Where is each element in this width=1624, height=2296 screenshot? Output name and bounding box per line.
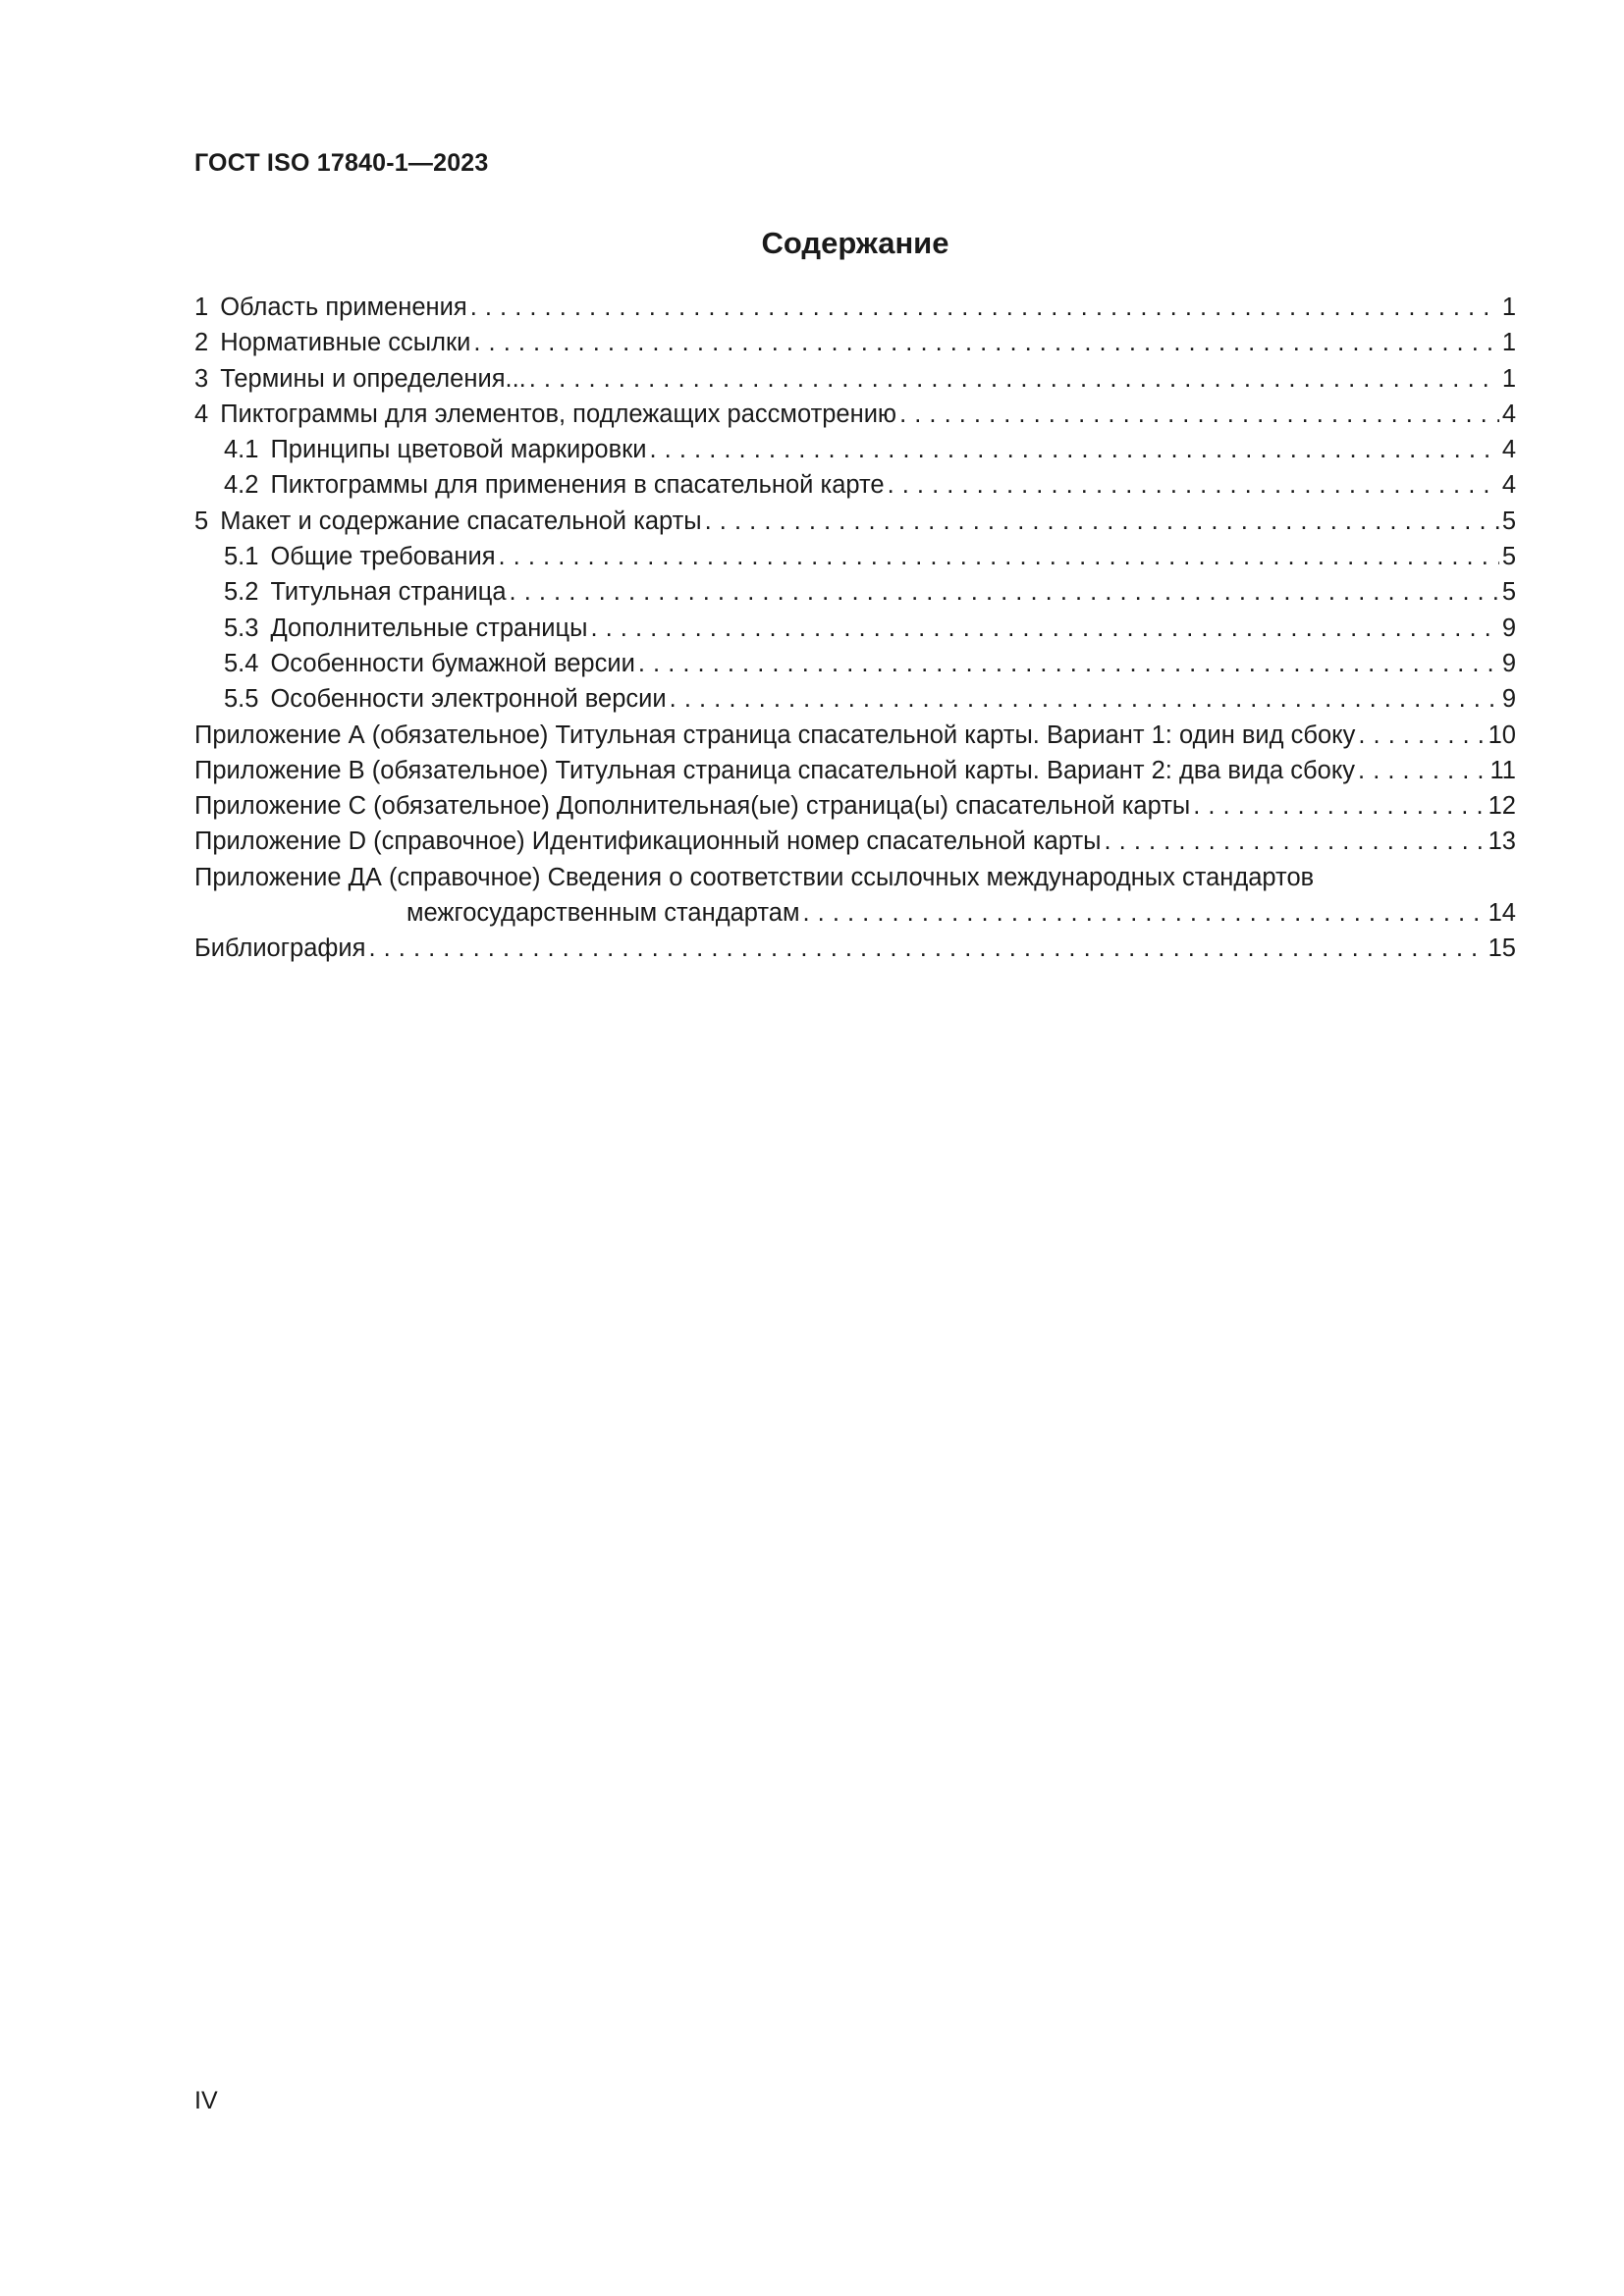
dot-leader — [638, 646, 1499, 681]
dot-leader — [499, 539, 1499, 574]
toc-entry-title: Приложение D (справочное) Идентификационный номер спасательной карты — [194, 828, 1102, 856]
toc-entry-3[interactable] — [194, 361, 1516, 397]
dot-leader — [1193, 788, 1485, 824]
toc-entry-title: Приложение А (обязательное) Титульная страница спасательной карты. Вариант 1: один вид сбоку — [194, 721, 1356, 749]
toc-entry-page: 9 — [1501, 614, 1516, 642]
dot-leader — [888, 467, 1499, 503]
toc-entry-title: Библиография — [194, 934, 366, 963]
toc-entry-appendix-d[interactable] — [194, 824, 1516, 859]
toc-entry-title: Макет и содержание спасательной карты — [220, 507, 702, 535]
toc-entry-number: 5.3 — [224, 614, 259, 642]
toc-entry-page: 9 — [1501, 649, 1516, 677]
table-of-contents — [194, 290, 1516, 967]
dot-leader — [529, 361, 1499, 397]
toc-entry-number: 1 — [194, 294, 209, 321]
toc-entry-title: Приложение В (обязательное) Титульная страница спасательной карты. Вариант 2: два вида сбоку — [194, 756, 1356, 784]
toc-entry-page: 11 — [1489, 756, 1516, 784]
toc-title: Содержание — [761, 226, 949, 260]
toc-entry-number: 4.2 — [224, 471, 259, 500]
toc-entry-page: 14 — [1488, 899, 1516, 928]
toc-entry-number: 4.1 — [224, 436, 259, 464]
toc-entry-appendix-c[interactable] — [194, 788, 1516, 824]
toc-entry-number: 5.5 — [224, 685, 259, 714]
toc-entry-title: Дополнительные страницы — [270, 614, 588, 642]
toc-entry-5-1[interactable] — [194, 539, 1516, 574]
dot-leader — [1105, 824, 1486, 859]
toc-entry-page: 5 — [1501, 507, 1516, 535]
document-code: ГОСТ ISO 17840-1—2023 — [194, 149, 489, 177]
toc-entry-number: 2 — [194, 329, 209, 357]
dot-leader — [1358, 718, 1485, 753]
dot-leader — [473, 325, 1498, 360]
toc-entry-title: Приложение ДА (справочное) Сведения о соответствии ссылочных международных стандартов — [194, 863, 1315, 891]
toc-entry-number: 5.4 — [224, 649, 259, 677]
toc-entry-page: 15 — [1488, 934, 1516, 963]
toc-entry-5-5[interactable] — [194, 681, 1516, 717]
toc-entry-page: 1 — [1501, 294, 1516, 321]
toc-entry-title: Особенности бумажной версии — [270, 649, 635, 677]
dot-leader — [1358, 753, 1487, 788]
toc-entry-title: Особенности электронной версии — [270, 685, 667, 714]
toc-entry-appendix-b[interactable] — [194, 753, 1516, 788]
toc-entry-title: Область применения — [220, 294, 467, 321]
toc-entry-title: Нормативные ссылки — [220, 329, 471, 357]
toc-entry-appendix-a[interactable] — [194, 718, 1516, 753]
toc-entry-title: Принципы цветовой маркировки — [270, 436, 647, 464]
dot-leader — [510, 574, 1499, 610]
toc-entry-5-4[interactable] — [194, 646, 1516, 681]
toc-entry-page: 13 — [1488, 828, 1516, 856]
toc-entry-number: 5.2 — [224, 578, 259, 607]
toc-entry-page: 1 — [1501, 329, 1516, 357]
toc-entry-2[interactable] — [194, 325, 1516, 360]
page-number: IV — [194, 2087, 218, 2114]
dot-leader — [670, 681, 1499, 717]
toc-entry-page: 5 — [1501, 578, 1516, 607]
toc-entry-page: 4 — [1501, 436, 1516, 464]
toc-entry-1[interactable] — [194, 290, 1516, 325]
toc-entry-number: 5.1 — [224, 543, 259, 571]
toc-entry-4-1[interactable] — [194, 432, 1516, 467]
toc-entry-bibliography[interactable] — [194, 931, 1516, 966]
toc-entry-page: 1 — [1501, 364, 1516, 393]
dot-leader — [590, 611, 1498, 646]
dot-leader — [899, 397, 1499, 432]
toc-entry-4-2[interactable] — [194, 467, 1516, 503]
toc-entry-page: 10 — [1488, 721, 1516, 749]
toc-entry-5[interactable] — [194, 504, 1516, 539]
toc-entry-title: Пиктограммы для элементов, подлежащих рассмотрению — [220, 400, 897, 428]
toc-entry-appendix-da[interactable] — [194, 860, 1516, 895]
toc-entry-appendix-da-continued[interactable] — [194, 895, 1516, 931]
toc-entry-page: 5 — [1501, 543, 1516, 571]
toc-entry-page: 9 — [1501, 685, 1516, 714]
toc-entry-number: 3 — [194, 364, 209, 393]
toc-entry-title: Пиктограммы для применения в спасательной карте — [270, 471, 885, 500]
dot-leader — [368, 931, 1485, 966]
toc-entry-page: 4 — [1501, 471, 1516, 500]
toc-entry-4[interactable] — [194, 397, 1516, 432]
toc-entry-page: 4 — [1501, 400, 1516, 428]
dot-leader — [705, 504, 1499, 539]
toc-entry-title: Титульная страница — [270, 578, 507, 607]
toc-entry-number: 4 — [194, 400, 209, 428]
dot-leader — [470, 290, 1499, 325]
toc-entry-title: Термины и определения... — [220, 364, 526, 393]
dot-leader — [650, 432, 1499, 467]
toc-entry-number: 5 — [194, 507, 209, 535]
dot-leader — [802, 895, 1485, 931]
toc-entry-title-continued: межгосударственным стандартам — [406, 899, 800, 928]
toc-entry-5-2[interactable] — [194, 574, 1516, 610]
toc-entry-title: Приложение С (обязательное) Дополнительная(ые) страница(ы) спасательной карты — [194, 792, 1191, 821]
toc-entry-title: Общие требования — [270, 543, 496, 571]
toc-entry-5-3[interactable] — [194, 611, 1516, 646]
toc-entry-page: 12 — [1488, 792, 1516, 821]
